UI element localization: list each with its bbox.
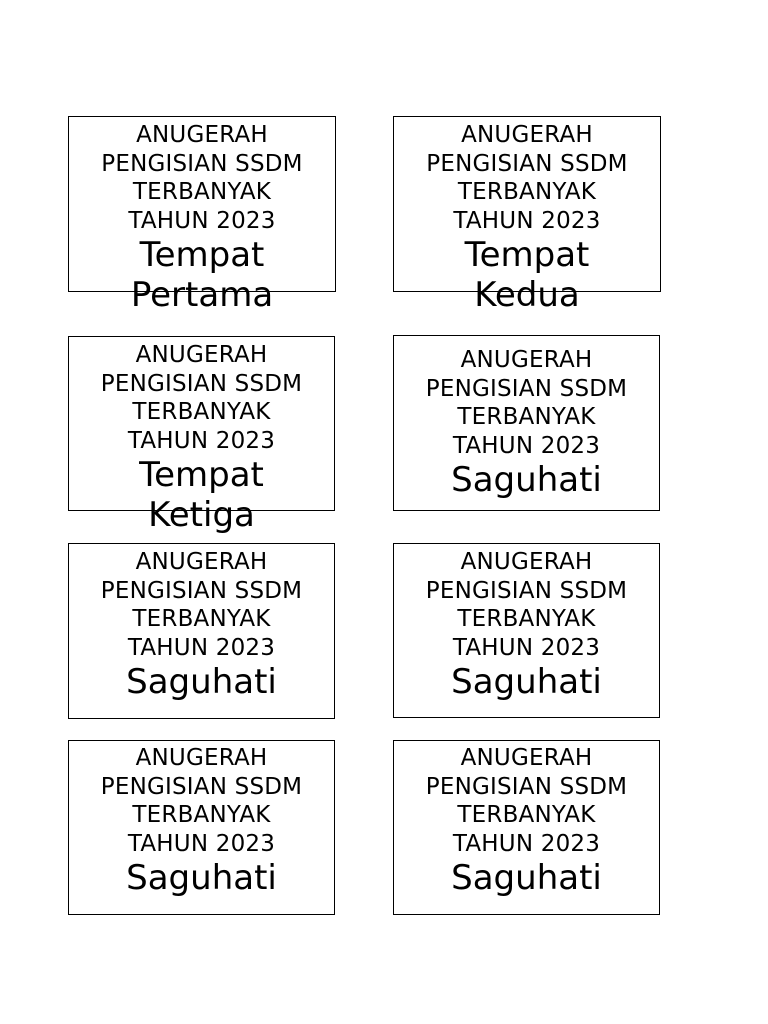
award-title: Tempat Ketiga (139, 455, 264, 535)
award-heading: ANUGERAH PENGISIAN SSDM TERBANYAK TAHUN 2023 (100, 549, 303, 661)
award-title: Saguhati (126, 662, 277, 702)
award-heading: ANUGERAH PENGISIAN SSDM TERBANYAK TAHUN 2023 (100, 342, 303, 454)
award-title: Saguhati (451, 662, 602, 702)
award-label-card (68, 543, 335, 719)
award-heading: ANUGERAH PENGISIAN SSDM TERBANYAK TAHUN 2023 (425, 745, 628, 857)
award-heading: ANUGERAH PENGISIAN SSDM TERBANYAK TAHUN 2023 (425, 549, 628, 661)
award-title: Tempat Pertama (130, 235, 274, 315)
award-title: Saguhati (451, 460, 602, 500)
award-label-card (68, 336, 335, 535)
award-title: Tempat Kedua (464, 235, 590, 315)
award-label-card (393, 335, 660, 511)
award-label-card (68, 116, 336, 315)
award-label-card (393, 116, 661, 315)
award-heading: ANUGERAH PENGISIAN SSDM TERBANYAK TAHUN 2023 (101, 122, 303, 234)
award-label-card (393, 543, 660, 718)
award-heading: ANUGERAH PENGISIAN SSDM TERBANYAK TAHUN 2023 (100, 745, 303, 857)
award-label-card (68, 740, 335, 915)
award-heading: ANUGERAH PENGISIAN SSDM TERBANYAK TAHUN 2023 (426, 122, 628, 234)
award-heading: ANUGERAH PENGISIAN SSDM TERBANYAK TAHUN 2023 (425, 347, 628, 459)
award-title: Saguhati (126, 858, 277, 898)
award-title: Saguhati (451, 858, 602, 898)
award-label-card (393, 740, 660, 915)
